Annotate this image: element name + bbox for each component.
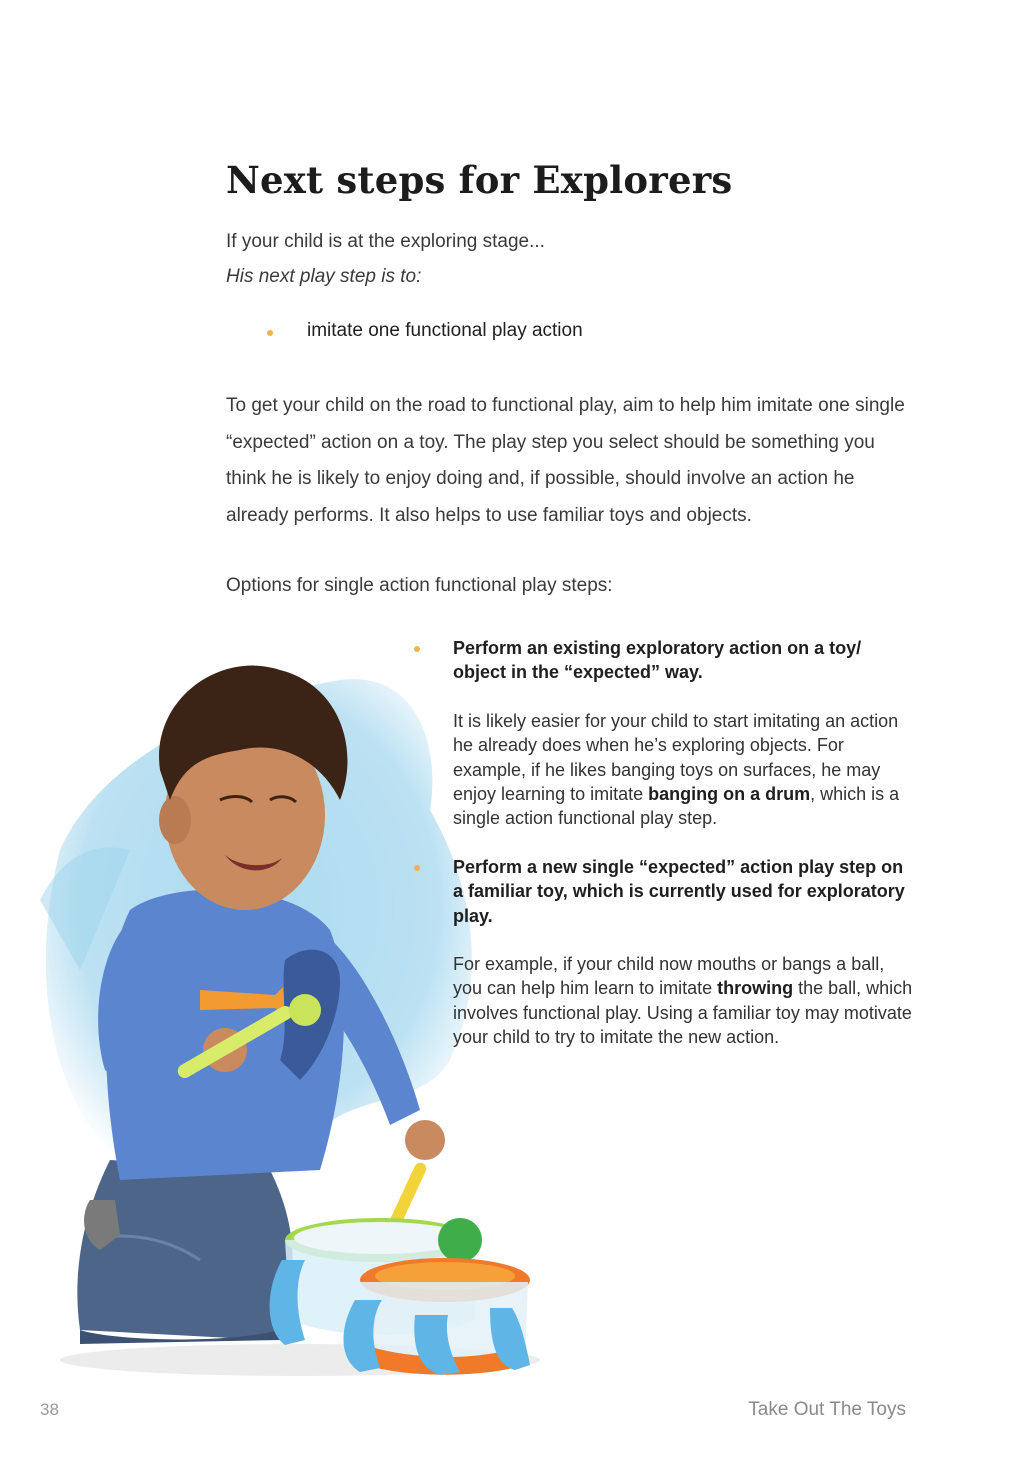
page-number: 38 [40,1400,59,1419]
option-item [414,855,914,1050]
intro-italic-line: His next play step is to: [226,266,422,287]
options-list [414,636,914,1050]
book-title: Take Out The Toys [748,1399,906,1420]
bullet-dot-icon [414,865,420,871]
page-title: Next steps for Explorers [226,158,733,202]
right-hand [405,1120,445,1160]
intro-line: If your child is at the exploring stage... [226,231,545,252]
option-heading: Perform an existing exploratory action on a toy/ object in the “expected” way. [453,638,862,683]
next-step-text: imitate one functional play action [307,320,583,341]
option-body: It is likely easier for your child to start imitating an action he already does when he’s exploring objects. For example, if he likes banging toys on surfaces, he may enjoy learning to imitate banging on a drum, which is a single action functional play step. [453,710,900,829]
intro [226,224,545,294]
green-ball [438,1218,482,1262]
options-heading: Options for single action functional play steps: [226,575,613,596]
jeans [77,1160,292,1344]
bullet-dot-icon [414,646,420,652]
option-body: For example, if your child now mouths or bangs a ball, you can help him learn to imitate throwing the ball, which involves functional play. Using a familiar toy may motivate your child to try to imitate the new action. [453,954,913,1048]
toy-drum-front [344,1258,530,1375]
bullet-dot-icon [267,330,273,336]
option-heading: Perform a new single “expected” action play step on a familiar toy, which is currently used for exploratory play. [453,856,905,926]
option-item [414,636,914,831]
body-paragraph: To get your child on the road to functional play, aim to help him imitate one single “expected” action on a toy. The play step you select should be something you think he is likely to enjoy doing and, if possible, should involve an action he already performs. It also helps to use familiar toys and objects. [226,395,905,526]
